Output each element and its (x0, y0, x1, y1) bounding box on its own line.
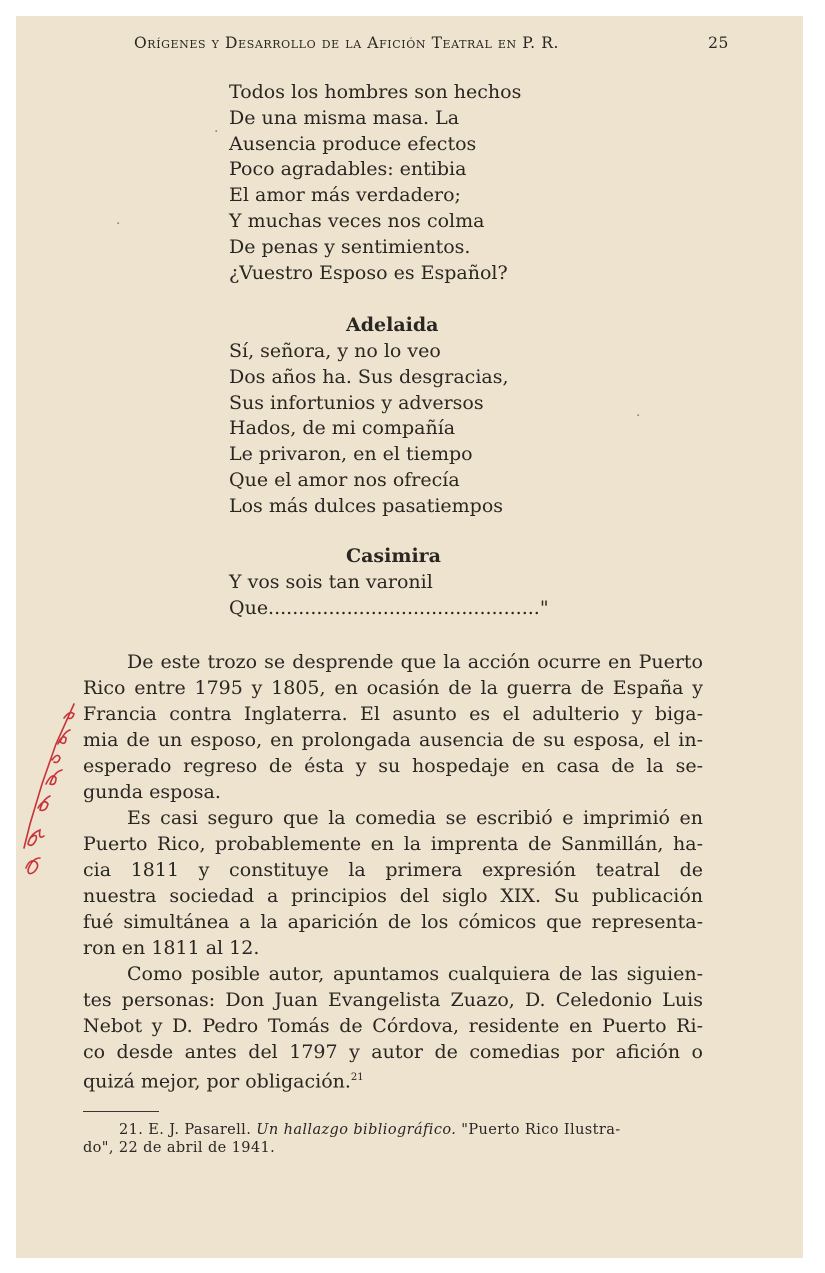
verse-line: Que el amor nos ofrecía (229, 468, 460, 491)
text-line: tes personas: Don Juan Evangelista Zuazo, D. Celedonio Luis (83, 989, 703, 1011)
text-line: gunda esposa. (83, 781, 221, 803)
page-number: 25 (708, 34, 729, 52)
verse-line: Hados, de mi compañía (229, 417, 456, 440)
text-line: Rico entre 1795 y 1805, en ocasión de la guerra de España y (83, 677, 703, 699)
verse-block-1 (229, 80, 521, 286)
text-line: ron en 1811 al 12. (83, 937, 260, 959)
paragraph-3 (83, 961, 703, 1091)
text-line: De este trozo se desprende que la acción ocurre en Puerto (127, 651, 703, 673)
text-line: Nebot y D. Pedro Tomás de Córdova, residente en Puerto Ri- (83, 1015, 703, 1037)
text-line: esperado regreso de ésta y su hospedaje en casa de la se- (83, 755, 703, 777)
verse-line: Poco agradables: entibia (229, 158, 467, 181)
verse-block-2 (229, 339, 509, 520)
verse-line: ¿Vuestro Esposo es Español? (229, 261, 508, 284)
header-title: Orígenes y Desarrollo de la Afición Teatral en P. R. (134, 34, 560, 52)
footnote-line (83, 1121, 703, 1139)
footnote (83, 1121, 703, 1157)
handwritten-margin-note (16, 688, 86, 888)
text-line: cia 1811 y constituye la primera expresión teatral de (83, 859, 703, 881)
text-line: Como posible autor, apuntamos cualquiera de las siguien- (127, 963, 703, 985)
text-line: nuestra sociedad a principios del siglo XIX. Su publicación (83, 885, 703, 907)
text-line: Es casi seguro que la comedia se escribió e imprimió en (127, 807, 703, 829)
footnote-suffix: "Puerto Rico Ilustra- (456, 1122, 621, 1138)
verse-line: Los más dulces pasatiempos (229, 494, 504, 517)
text-line: Puerto Rico, probablemente en la imprenta de Sanmillán, ha- (83, 833, 703, 855)
verse-line: De penas y sentimientos. (229, 235, 471, 258)
verse-line: Y muchas veces nos colma (229, 209, 485, 232)
text-line: co desde antes del 1797 y autor de comedias por afición o (83, 1041, 703, 1063)
paragraph-1 (83, 649, 703, 805)
verse-line: De una misma masa. La (229, 106, 460, 129)
footnote-title: Un hallazgo bibliográfico. (256, 1122, 457, 1138)
verse-line: Sus infortunios y adversos (229, 391, 484, 414)
footnote-marker: 21 (350, 1072, 364, 1083)
text-line-content: quizá mejor, por obligación. (83, 1070, 351, 1093)
paper-speck: · (214, 124, 219, 140)
paper-speck: · (116, 216, 121, 232)
running-header (134, 34, 729, 52)
verse-line: Le privaron, en el tiempo (229, 443, 473, 466)
verse-line: El amor más verdadero; (229, 184, 461, 207)
speaker-adelaida: Adelaida (346, 314, 439, 336)
footnote-rule (83, 1111, 159, 1112)
verse-block-3 (229, 570, 549, 622)
text-line (83, 1065, 703, 1091)
paper-speck: · (636, 408, 641, 424)
verse-line: Y vos sois tan varonil (229, 571, 433, 593)
verse-line: Dos años ha. Sus desgracias, (229, 365, 509, 388)
paragraph-2 (83, 805, 703, 961)
verse-line: Que............................................." (229, 596, 549, 619)
verse-line: Ausencia produce efectos (229, 132, 477, 155)
verse-line: Todos los hombres son hechos (229, 81, 522, 103)
footnote-line: do", 22 de abril de 1941. (83, 1140, 276, 1156)
speaker-casimira: Casimira (346, 545, 441, 567)
text-line: fué simultánea a la aparición de los cómicos que representa- (83, 911, 703, 933)
footnote-prefix: 21. E. J. Pasarell. (119, 1122, 257, 1138)
text-line: Francia contra Inglaterra. El asunto es el adulterio y biga- (83, 703, 703, 725)
verse-line: Sí, señora, y no lo veo (229, 340, 441, 362)
book-page (16, 16, 803, 1258)
text-line: mia de un esposo, en prolongada ausencia de su esposa, el in- (83, 729, 703, 751)
